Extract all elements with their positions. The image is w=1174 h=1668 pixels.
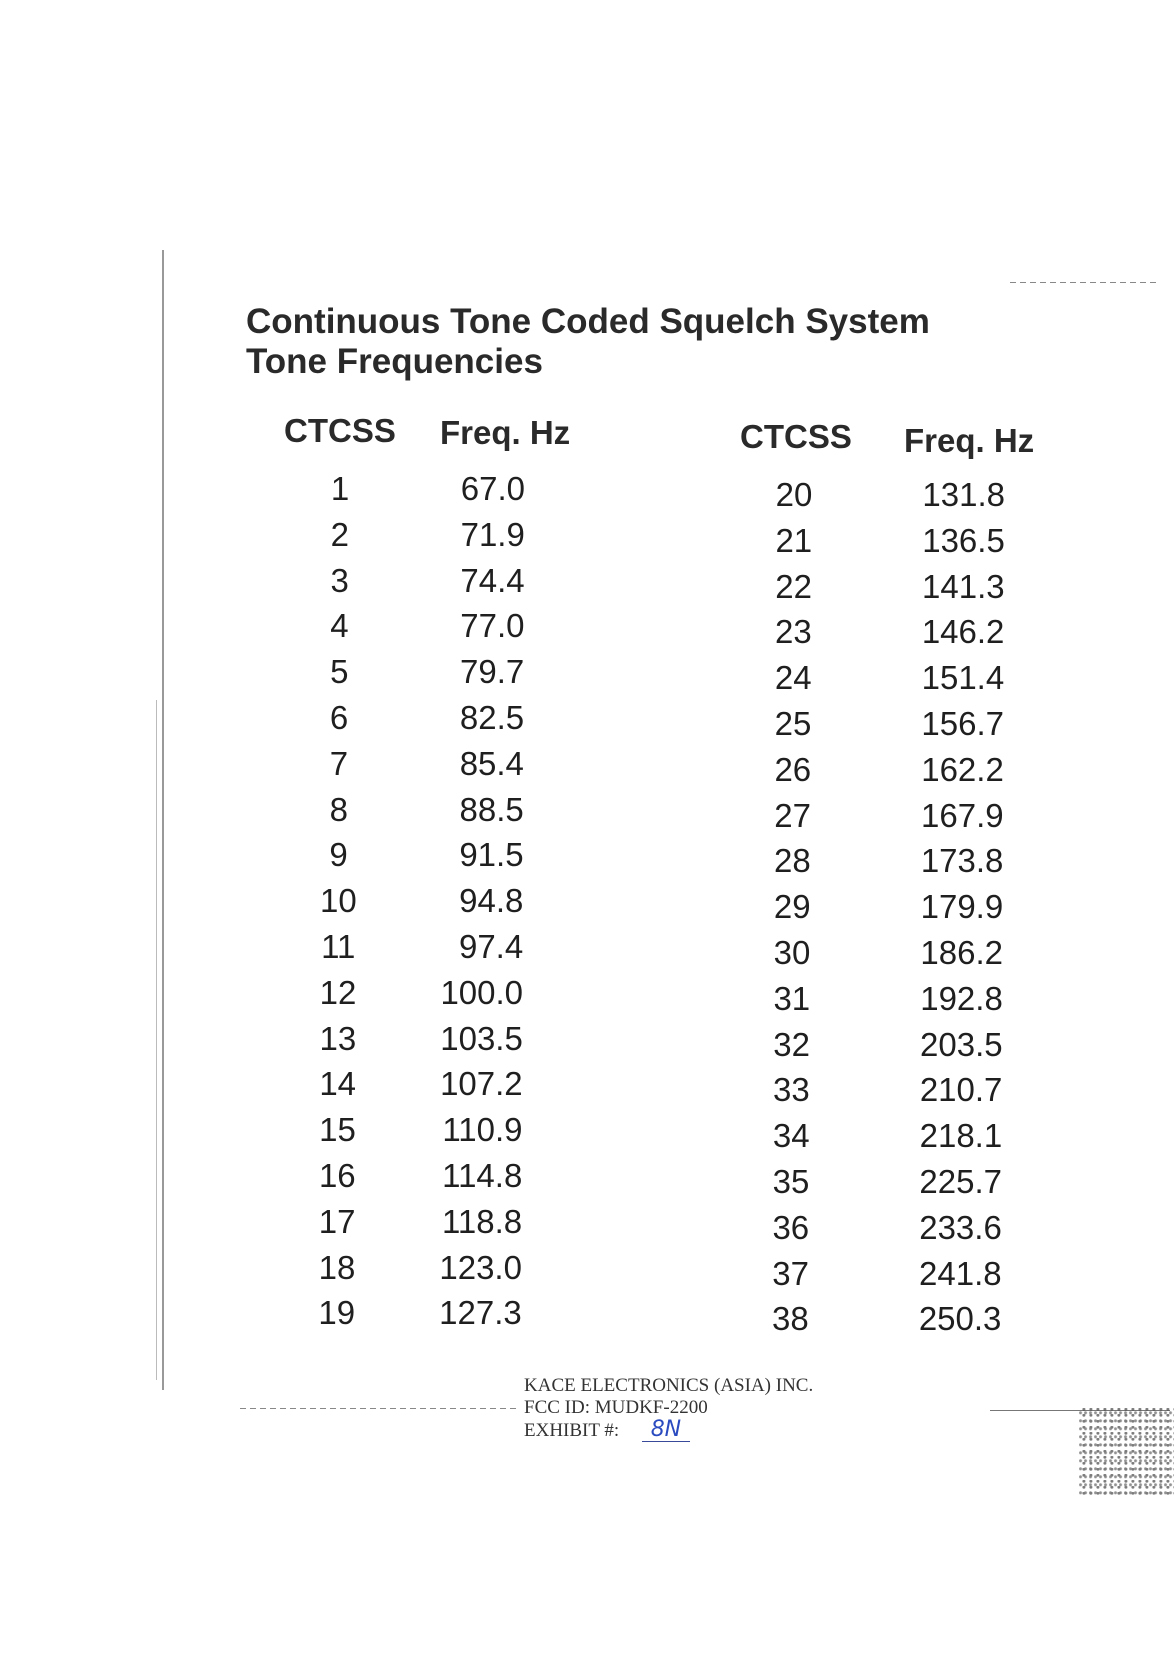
ctcss-number: 36	[772, 1208, 810, 1246]
frequency-value: 114.8	[442, 1157, 523, 1194]
frequency-value: 97.4	[458, 928, 524, 965]
footer-exhibit	[524, 1419, 813, 1442]
frequency-value: 250.3	[918, 1300, 1002, 1338]
header-ctcss-right: CTCSS	[740, 418, 852, 455]
title-line-1: Continuous Tone Coded Squelch System	[246, 302, 930, 341]
ctcss-number: 27	[774, 796, 811, 834]
ctcss-number: 29	[773, 888, 811, 926]
ctcss-number: 16	[318, 1157, 356, 1194]
frequency-value: 110.9	[442, 1111, 523, 1149]
frequency-value: 241.8	[919, 1254, 1002, 1292]
ctcss-number: 1	[330, 470, 350, 507]
ctcss-number: 13	[319, 1019, 357, 1057]
frequency-value: 210.7	[919, 1071, 1003, 1109]
frequency-value: 118.8	[441, 1202, 523, 1240]
footer-exhibit-value: 8N	[642, 1419, 690, 1442]
frequency-value: 123.0	[439, 1248, 522, 1286]
ctcss-number: 23	[775, 613, 812, 651]
ctcss-number: 5	[330, 653, 349, 691]
ctcss-number: 11	[321, 928, 356, 965]
header-freq-right: Freq. Hz	[904, 422, 1035, 459]
ctcss-number: 17	[318, 1202, 356, 1240]
frequency-value: 218.1	[919, 1117, 1003, 1155]
ctcss-number: 10	[320, 882, 357, 920]
frequency-value: 127.3	[439, 1294, 522, 1332]
frequency-value: 100.0	[440, 973, 524, 1011]
ctcss-number: 9	[329, 836, 348, 874]
ctcss-number: 24	[774, 659, 812, 697]
scan-smudge	[1079, 1408, 1174, 1498]
ctcss-number: 30	[773, 934, 811, 971]
frequency-value: 88.5	[459, 790, 524, 828]
footer-stamp	[524, 1375, 813, 1442]
header-freq-left: Freq. Hz	[440, 414, 571, 451]
frequency-value: 103.5	[440, 1019, 523, 1057]
frequency-value: 156.7	[921, 705, 1004, 742]
frequency-value: 233.6	[919, 1208, 1002, 1246]
ctcss-number: 20	[775, 476, 813, 513]
frequency-value: 186.2	[920, 934, 1003, 971]
ctcss-number: 37	[772, 1254, 809, 1292]
scan-dashed-line	[240, 1408, 520, 1409]
ctcss-number: 22	[775, 567, 812, 605]
scan-edge-line	[162, 250, 164, 1390]
frequency-value: 67.0	[460, 470, 525, 507]
ctcss-number: 19	[318, 1294, 356, 1332]
frequency-value: 225.7	[919, 1163, 1002, 1200]
ctcss-number: 2	[330, 515, 349, 553]
scan-edge-line	[156, 700, 157, 1380]
frequency-value: 85.4	[459, 744, 524, 782]
ctcss-number: 38	[772, 1300, 809, 1338]
frequency-value: 136.5	[922, 521, 1005, 559]
frequency-value: 94.8	[459, 882, 524, 920]
page-title	[246, 302, 930, 382]
ctcss-number: 15	[319, 1111, 356, 1149]
ctcss-number: 28	[774, 842, 811, 880]
frequency-value: 151.4	[921, 659, 1005, 697]
frequency-value: 79.7	[460, 653, 525, 691]
ctcss-number: 4	[330, 607, 349, 645]
frequency-value: 162.2	[921, 750, 1004, 788]
footer-fcc-id: FCC ID: MUDKF-2200	[524, 1397, 708, 1418]
ctcss-number: 26	[774, 750, 812, 788]
ctcss-number: 6	[329, 699, 349, 736]
frequency-value: 82.5	[459, 699, 525, 736]
ctcss-number: 21	[775, 521, 813, 559]
frequency-value: 146.2	[921, 613, 1005, 651]
ctcss-number: 18	[318, 1248, 356, 1286]
header-ctcss-left: CTCSS	[284, 412, 396, 449]
ctcss-number: 25	[774, 705, 812, 742]
ctcss-number: 12	[319, 973, 357, 1011]
frequency-value: 107.2	[440, 1065, 523, 1103]
title-line-2: Tone Frequencies	[246, 342, 543, 381]
frequency-value: 141.3	[922, 567, 1005, 605]
frequency-value: 167.9	[921, 796, 1004, 834]
frequency-value: 203.5	[920, 1025, 1003, 1063]
frequency-value: 179.9	[920, 888, 1004, 926]
ctcss-number: 35	[772, 1163, 810, 1200]
footer-company: KACE ELECTRONICS (ASIA) INC.	[524, 1375, 814, 1396]
ctcss-number: 31	[773, 979, 811, 1017]
footer-exhibit-label: EXHIBIT #:	[524, 1420, 620, 1441]
ctcss-number: 8	[329, 790, 348, 828]
frequency-value: 74.4	[460, 561, 525, 599]
frequency-value: 91.5	[459, 836, 524, 874]
ctcss-number: 14	[319, 1065, 357, 1103]
frequency-value: 71.9	[460, 515, 525, 553]
frequency-value: 192.8	[920, 979, 1003, 1017]
ctcss-number: 32	[773, 1025, 810, 1063]
frequency-value: 173.8	[920, 842, 1004, 880]
ctcss-number: 33	[773, 1071, 810, 1109]
scan-dashed-line	[1010, 282, 1160, 283]
ctcss-number: 7	[329, 744, 349, 782]
ctcss-number: 3	[330, 561, 349, 599]
frequency-value: 77.0	[460, 607, 525, 645]
ctcss-number: 34	[772, 1117, 810, 1155]
frequency-value: 131.8	[922, 476, 1005, 513]
